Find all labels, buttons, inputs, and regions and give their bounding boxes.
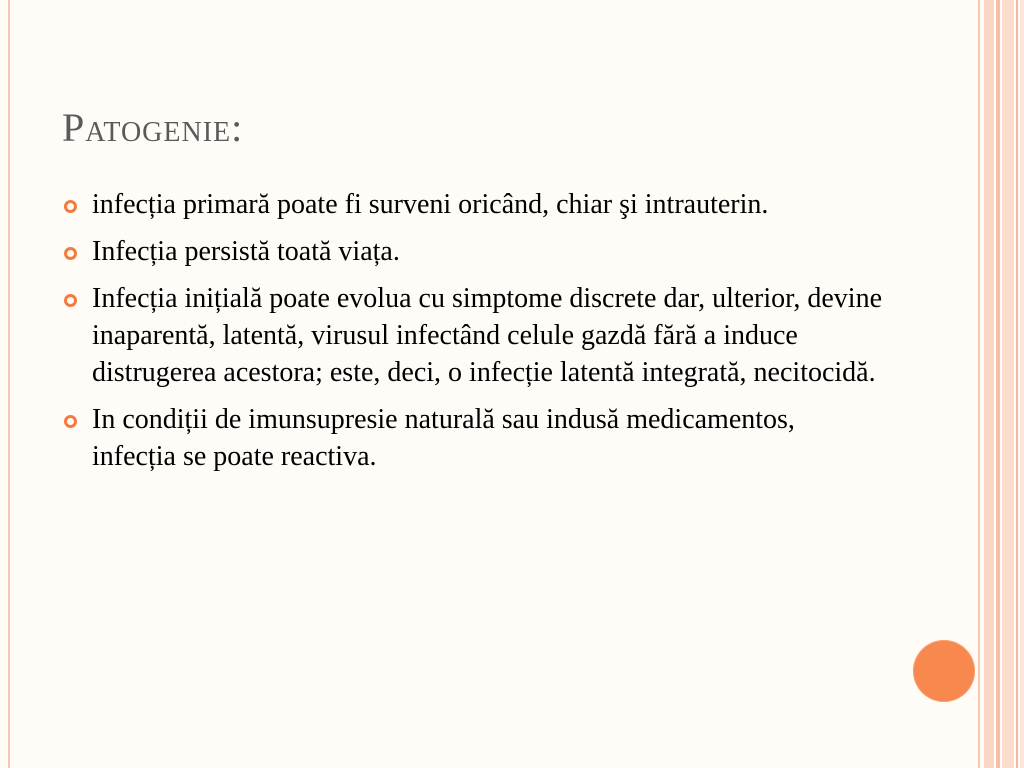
bullet-item <box>62 186 882 223</box>
bullet-circle-icon <box>64 247 77 260</box>
stripe <box>1002 0 1014 768</box>
bullet-circle-icon <box>64 200 77 213</box>
stripe <box>996 0 1000 768</box>
stripe <box>984 0 994 768</box>
bullet-text: Infecția persistă toată viața. <box>92 236 400 267</box>
stripe <box>1016 0 1018 768</box>
frame-right-stripes <box>978 0 1024 768</box>
frame-left-line <box>8 0 10 768</box>
bullet-circle-icon <box>64 415 77 428</box>
bullet-text: In condiții de imunsupresie naturală sau indusă medicamentos, infecția se poate reactiva. <box>92 404 795 472</box>
bullet-text: infecția primară poate fi surveni oricând, chiar şi intrauterin. <box>92 189 769 220</box>
bullet-text: Infecția inițială poate evolua cu simptome discrete dar, ulterior, devine inaparentă, latentă, virusul infectând celule gazdă fără a induce distrugerea acestora; este, deci, o infecție latentă integrată, necitocidă. <box>92 283 883 388</box>
decorative-orange-circle <box>913 640 975 702</box>
bullet-item <box>62 280 882 391</box>
bullet-circle-icon <box>64 294 77 307</box>
bullet-item <box>62 401 882 475</box>
bullet-list <box>62 186 882 485</box>
slide-title: Patogenie: <box>62 105 244 150</box>
stripe <box>1020 0 1024 768</box>
bullet-item <box>62 233 882 270</box>
stripe <box>978 0 980 768</box>
